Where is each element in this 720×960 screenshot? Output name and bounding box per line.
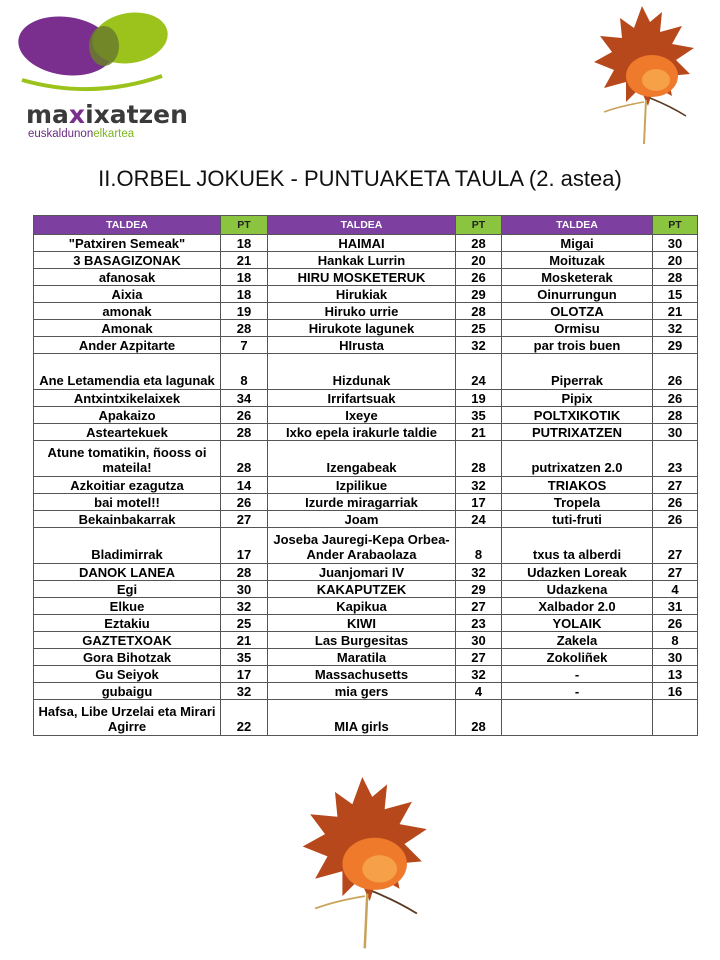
table-row: [34, 441, 698, 477]
header-taldea: TALDEA: [268, 216, 456, 235]
team-name-cell: Izpilikue: [268, 477, 456, 494]
points-cell: 28: [456, 303, 502, 320]
points-cell: 32: [456, 337, 502, 354]
scores-table: [33, 215, 698, 736]
points-cell: 32: [456, 666, 502, 683]
team-name-cell: Gora Bihotzak: [34, 649, 221, 666]
points-cell: 28: [221, 320, 268, 337]
points-cell: 26: [653, 615, 698, 632]
table-row: [34, 390, 698, 407]
table-row: [34, 511, 698, 528]
points-cell: 27: [653, 564, 698, 581]
team-name-cell: Piperrak: [502, 354, 653, 390]
points-cell: 34: [221, 390, 268, 407]
team-name-cell: Egi: [34, 581, 221, 598]
team-name-cell: amonak: [34, 303, 221, 320]
page-title: II.ORBEL JOKUEK - PUNTUAKETA TAULA (2. astea): [98, 166, 622, 191]
points-cell: 21: [221, 252, 268, 269]
team-name-cell: Joseba Jauregi-Kepa Orbea-Ander Arabaolaza: [268, 528, 456, 564]
points-cell: 17: [456, 494, 502, 511]
team-name-cell: Maratila: [268, 649, 456, 666]
table-row: [34, 494, 698, 511]
points-cell: 28: [653, 269, 698, 286]
team-name-cell: Kapikua: [268, 598, 456, 615]
points-cell: 20: [456, 252, 502, 269]
points-cell: 35: [456, 407, 502, 424]
points-cell: 25: [456, 320, 502, 337]
points-cell: 24: [456, 354, 502, 390]
team-name-cell: gubaigu: [34, 683, 221, 700]
points-cell: 21: [653, 303, 698, 320]
team-name-cell: KIWI: [268, 615, 456, 632]
team-name-cell: YOLAIK: [502, 615, 653, 632]
team-name-cell: Asteartekuek: [34, 424, 221, 441]
team-name-cell: DANOK LANEA: [34, 564, 221, 581]
team-name-cell: MIA girls: [268, 700, 456, 736]
points-cell: 28: [456, 441, 502, 477]
team-name-cell: Mosketerak: [502, 269, 653, 286]
table-row: [34, 632, 698, 649]
points-cell: 19: [221, 303, 268, 320]
table-row: [34, 286, 698, 303]
team-name-cell: Bekainbakarrak: [34, 511, 221, 528]
team-name-cell: Oinurrungun: [502, 286, 653, 303]
team-name-cell: par trois buen: [502, 337, 653, 354]
points-cell: 7: [221, 337, 268, 354]
points-cell: 32: [653, 320, 698, 337]
points-cell: 4: [653, 581, 698, 598]
team-name-cell: Joam: [268, 511, 456, 528]
points-cell: 14: [221, 477, 268, 494]
team-name-cell: bai motel!!: [34, 494, 221, 511]
maxixatzen-logo: [12, 8, 188, 140]
points-cell: 18: [221, 286, 268, 303]
team-name-cell: Zokoliñek: [502, 649, 653, 666]
team-name-cell: afanosak: [34, 269, 221, 286]
team-name-cell: Migai: [502, 235, 653, 252]
team-name-cell: Hafsa, Libe Urzelai eta Mirari Agirre: [34, 700, 221, 736]
team-name-cell: -: [502, 683, 653, 700]
team-name-cell: PUTRIXATZEN: [502, 424, 653, 441]
table-row: [34, 615, 698, 632]
team-name-cell: HAIMAI: [268, 235, 456, 252]
table-row: [34, 649, 698, 666]
table-row: [34, 598, 698, 615]
points-cell: 26: [653, 390, 698, 407]
points-cell: 28: [456, 700, 502, 736]
header-pt: PT: [653, 216, 698, 235]
points-cell: 27: [653, 528, 698, 564]
team-name-cell: Apakaizo: [34, 407, 221, 424]
team-name-cell: Udazkena: [502, 581, 653, 598]
team-name-cell: tuti-fruti: [502, 511, 653, 528]
points-cell: 8: [456, 528, 502, 564]
table-row: [34, 528, 698, 564]
team-name-cell: -: [502, 666, 653, 683]
points-cell: 28: [456, 235, 502, 252]
team-name-cell: mia gers: [268, 683, 456, 700]
points-cell: 27: [653, 477, 698, 494]
header-taldea: TALDEA: [34, 216, 221, 235]
points-cell: 30: [653, 424, 698, 441]
team-name-cell: Udazken Loreak: [502, 564, 653, 581]
points-cell: 26: [221, 407, 268, 424]
table-row: [34, 407, 698, 424]
points-cell: 4: [456, 683, 502, 700]
team-name-cell: putrixatzen 2.0: [502, 441, 653, 477]
team-name-cell: Juanjomari IV: [268, 564, 456, 581]
points-cell: 27: [456, 598, 502, 615]
points-cell: 26: [653, 354, 698, 390]
points-cell: 27: [456, 649, 502, 666]
points-cell: 16: [653, 683, 698, 700]
table-row: [34, 269, 698, 286]
points-cell: 23: [456, 615, 502, 632]
team-name-cell: "Patxiren Semeak": [34, 235, 221, 252]
team-name-cell: Ormisu: [502, 320, 653, 337]
points-cell: 25: [221, 615, 268, 632]
team-name-cell: 3 BASAGIZONAK: [34, 252, 221, 269]
table-header-row: [34, 216, 698, 235]
table-row: [34, 683, 698, 700]
team-name-cell: OLOTZA: [502, 303, 653, 320]
points-cell: 30: [221, 581, 268, 598]
team-name-cell: Bladimirrak: [34, 528, 221, 564]
team-name-cell: POLTXIKOTIK: [502, 407, 653, 424]
points-cell: 32: [456, 564, 502, 581]
header-pt: PT: [221, 216, 268, 235]
team-name-cell: Izurde miragarriak: [268, 494, 456, 511]
team-name-cell: GAZTETXOAK: [34, 632, 221, 649]
team-name-cell: Pipix: [502, 390, 653, 407]
points-cell: 30: [653, 649, 698, 666]
header-taldea: TALDEA: [502, 216, 653, 235]
team-name-cell: Eztakiu: [34, 615, 221, 632]
points-cell: 32: [221, 683, 268, 700]
points-cell: 35: [221, 649, 268, 666]
autumn-leaf-icon: [296, 772, 436, 952]
autumn-leaf-icon: [590, 2, 700, 147]
points-cell: 13: [653, 666, 698, 683]
team-name-cell: Hiruko urrie: [268, 303, 456, 320]
table-row: [34, 320, 698, 337]
team-name-cell: Atune tomatikin, ñooss oi mateila!: [34, 441, 221, 477]
team-name-cell: Aixia: [34, 286, 221, 303]
points-cell: 21: [456, 424, 502, 441]
logo-tagline: euskaldunonelkartea: [28, 128, 135, 140]
points-cell: 29: [456, 581, 502, 598]
table-row: [34, 354, 698, 390]
points-cell: 22: [221, 700, 268, 736]
points-cell: 15: [653, 286, 698, 303]
team-name-cell: Amonak: [34, 320, 221, 337]
scores-table-body: [34, 235, 698, 736]
team-name-cell: TRIAKOS: [502, 477, 653, 494]
points-cell: 23: [653, 441, 698, 477]
team-name-cell: HIRU MOSKETERUK: [268, 269, 456, 286]
points-cell: 29: [653, 337, 698, 354]
team-name-cell: Ane Letamendia eta lagunak: [34, 354, 221, 390]
team-name-cell: Xalbador 2.0: [502, 598, 653, 615]
team-name-cell: [502, 700, 653, 736]
team-name-cell: Hizdunak: [268, 354, 456, 390]
team-name-cell: Ixeye: [268, 407, 456, 424]
team-name-cell: Las Burgesitas: [268, 632, 456, 649]
points-cell: 28: [653, 407, 698, 424]
team-name-cell: Azkoitiar ezagutza: [34, 477, 221, 494]
team-name-cell: Massachusetts: [268, 666, 456, 683]
team-name-cell: Elkue: [34, 598, 221, 615]
points-cell: 29: [456, 286, 502, 303]
points-cell: 26: [221, 494, 268, 511]
points-cell: 8: [653, 632, 698, 649]
table-row: [34, 581, 698, 598]
table-row: [34, 303, 698, 320]
points-cell: 26: [653, 511, 698, 528]
points-cell: 21: [221, 632, 268, 649]
points-cell: 24: [456, 511, 502, 528]
team-name-cell: Gu Seiyok: [34, 666, 221, 683]
table-row: [34, 564, 698, 581]
points-cell: 32: [221, 598, 268, 615]
team-name-cell: Antxintxikelaixek: [34, 390, 221, 407]
table-row: [34, 424, 698, 441]
points-cell: 27: [221, 511, 268, 528]
points-cell: 19: [456, 390, 502, 407]
team-name-cell: KAKAPUTZEK: [268, 581, 456, 598]
points-cell: 17: [221, 666, 268, 683]
table-row: [34, 477, 698, 494]
points-cell: 28: [221, 564, 268, 581]
team-name-cell: Ander Azpitarte: [34, 337, 221, 354]
points-cell: 30: [456, 632, 502, 649]
table-row: [34, 235, 698, 252]
team-name-cell: HIrusta: [268, 337, 456, 354]
team-name-cell: Hankak Lurrin: [268, 252, 456, 269]
team-name-cell: Izengabeak: [268, 441, 456, 477]
header-pt: PT: [456, 216, 502, 235]
points-cell: 18: [221, 269, 268, 286]
points-cell: [653, 700, 698, 736]
points-cell: 17: [221, 528, 268, 564]
points-cell: 28: [221, 441, 268, 477]
team-name-cell: Hirukote lagunek: [268, 320, 456, 337]
points-cell: 26: [456, 269, 502, 286]
table-row: [34, 666, 698, 683]
table-row: [34, 337, 698, 354]
points-cell: 32: [456, 477, 502, 494]
points-cell: 20: [653, 252, 698, 269]
table-row: [34, 700, 698, 736]
team-name-cell: Moituzak: [502, 252, 653, 269]
points-cell: 18: [221, 235, 268, 252]
points-cell: 28: [221, 424, 268, 441]
points-cell: 8: [221, 354, 268, 390]
logo-wordmark: maxixatzen: [26, 100, 188, 129]
team-name-cell: Zakela: [502, 632, 653, 649]
points-cell: 30: [653, 235, 698, 252]
team-name-cell: Ixko epela irakurle taldie: [268, 424, 456, 441]
team-name-cell: txus ta alberdi: [502, 528, 653, 564]
points-cell: 31: [653, 598, 698, 615]
table-row: [34, 252, 698, 269]
team-name-cell: Hirukiak: [268, 286, 456, 303]
team-name-cell: Irrifartsuak: [268, 390, 456, 407]
logo-butterfly-icon: [12, 8, 182, 103]
team-name-cell: Tropela: [502, 494, 653, 511]
points-cell: 26: [653, 494, 698, 511]
